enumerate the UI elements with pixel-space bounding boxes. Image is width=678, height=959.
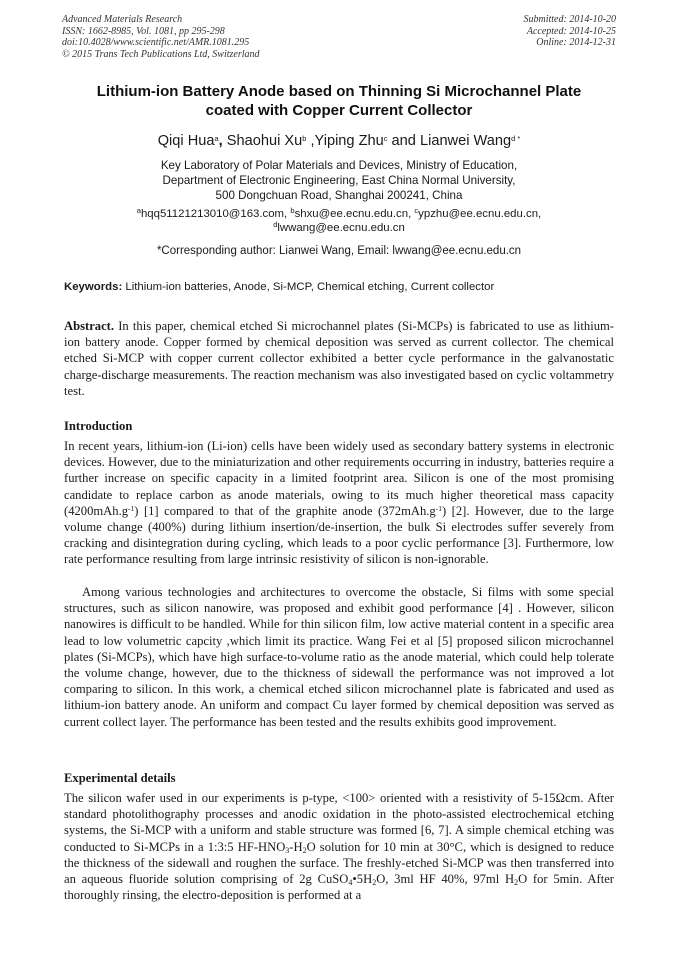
- superscript: -1: [128, 503, 135, 513]
- email-marker: b: [290, 206, 295, 215]
- paragraph-text: O, 3ml HF 40%, 97ml H: [376, 872, 515, 887]
- email-link[interactable]: lwwang@ee.ecnu.edu.cn: [277, 222, 405, 234]
- paragraph-text: In recent years, lithium-ion (Li-ion) cells have been widely used as secondary battery systems in electronic devices. However, due to the miniaturization and other requirements occurring in industry, batteries require a further increase on specific capacity in a limited footprint area. Silicon is one of the most promising candidate to replace carbon as anode materials, owing to its much higher theoretical mass capacity (4200mAh.g: [64, 439, 614, 518]
- email-marker: a: [136, 206, 141, 215]
- title-line-1: Lithium-ion Battery Anode based on Thinning Si Microchannel Plate: [96, 83, 582, 100]
- paragraph-text: The silicon wafer used in our experiments is p-type, <100> oriented with a resistivity of 5-15Ωcm. After standard photolithography processes and anodic oxidation in the photo-assisted electrochemical etching systems, the Si-MCP with a uniform and stable structure was formed [6, 7]. A simple chemical etching was conducted to Si-MCPs in a 1:3:5 HF-HNO: [64, 791, 614, 854]
- superscript: -1: [435, 503, 442, 513]
- paragraph-text: O solution for 10 min at 30°C, which is designed to reduce the thickness of the sidewall and roughen the surface. The freshly-etched Si-MCP was then transferred into an aqueous fluoride solution comprising of 2g CuSO: [64, 839, 614, 887]
- journal-name: Advanced Materials Research: [62, 14, 183, 25]
- email-marker: d: [273, 220, 278, 229]
- corresponding-author: *Corresponding author: Lianwei Wang, Email: lwwang@ee.ecnu.edu.cn: [156, 245, 522, 257]
- email-link[interactable]: hqq51121213010@163.com,: [140, 208, 291, 220]
- copyright-line: © 2015 Trans Tech Publications Ltd, Switzerland: [62, 48, 260, 60]
- keywords: [64, 281, 624, 293]
- author-separator: and: [387, 133, 420, 149]
- submitted-date: Submitted: 2014-10-20: [523, 14, 616, 25]
- paragraph-text: •5H: [352, 872, 373, 887]
- online-date: Online: 2014-12-31: [536, 37, 616, 49]
- author-affil-marker: b: [302, 134, 307, 143]
- author-name: Lianwei Wang: [419, 133, 512, 149]
- abstract: [64, 318, 614, 399]
- publication-dates: [524, 14, 617, 49]
- author-affil-marker: a: [214, 134, 219, 143]
- affiliation-line-1: Key Laboratory of Polar Materials and Devices, Ministry of Education,: [160, 159, 518, 172]
- author-affil-marker: c: [383, 134, 388, 143]
- abstract-text: In this paper, chemical etched Si microchannel plates (Si-MCPs) is fabricated to use as lithium-ion battery anode. Copper formed by chemical deposition was served as current collector. The chemical etched Si-MCP with copper current collector exhibited a better cycle performance in the galvanostatic charge-discharge measurements. The reaction mechanism was also investigated based on cyclic voltammetry test.: [64, 319, 614, 398]
- title-line-2: coated with Copper Current Collector: [205, 102, 473, 119]
- author-name: Qiqi Hua: [157, 133, 215, 149]
- journal-info: [62, 14, 260, 60]
- section-heading: Introduction: [64, 419, 133, 433]
- email-link[interactable]: shxu@ee.ecnu.edu.cn,: [294, 208, 415, 220]
- section-heading: Experimental details: [64, 771, 176, 785]
- author-emails: [0, 207, 678, 235]
- affiliation: [0, 158, 678, 203]
- author-name: Yiping Zhu: [314, 133, 384, 149]
- intro-paragraph-1: [64, 438, 614, 568]
- subscript: 2: [302, 845, 307, 855]
- author-name: Shaohui Xu: [226, 133, 303, 149]
- issn-line: ISSN: 1662-8985, Vol. 1081, pp 295-298: [62, 25, 225, 37]
- abstract-label: Abstract.: [64, 319, 115, 333]
- experimental-paragraph: [64, 790, 614, 903]
- paragraph-text: ) [1] compared to that of the graphite anode (372mAh.g: [134, 503, 436, 518]
- intro-paragraph-2: Among various technologies and architectures to overcome the obstacle, Si films with some special structures, such as silicon nanowire, was proposed and exhibit good performance [4] . However, silicon nanowires is difficult to be handled. While for thin silicon film, low active material content in a specific area lead to low volumetric capcity ,which limit its practice. Wang Fei et al [5] proposed silicon microchannel plates (Si-MCPs), which have high surface-to-volume ratio as the anode material, which could help tolerate the volume change, however, due to the thickness of sidewall the performance was not improved a lot comparing to silicon. In this work, a chemical etched silicon microchannel plate is fabricated and used as lithium-ion battery anode. An uniform and compact Cu layer formed by chemical deposition was served as current collect layer. The performance has been tested and the results exhibits good improvement.: [64, 585, 614, 729]
- paragraph-text: -H: [289, 839, 303, 854]
- author-affil-marker: d *: [511, 134, 521, 143]
- email-link[interactable]: ypzhu@ee.ecnu.edu.cn,: [418, 208, 542, 220]
- author-separator: ,: [218, 133, 227, 149]
- paper-title: [60, 82, 618, 120]
- email-marker: c: [414, 206, 419, 215]
- keywords-label: Keywords:: [64, 281, 123, 293]
- keywords-text: Lithium-ion batteries, Anode, Si-MCP, Chemical etching, Current collector: [122, 281, 495, 293]
- affiliation-line-2: Department of Electronic Engineering, East China Normal University,: [162, 174, 516, 187]
- paragraph-text: ) [2]. However, due to the large volume change (400%) during lithium insertion/de-insertion, the bulk Si electrodes suffer severely from cracking and disintegration during cycling, which leads to a poor cyclic performance [3]. Furthermore, low rate performance resulting from large intrinsic resistivity of silicon is non-ignorable.: [64, 503, 614, 567]
- author-separator: ,: [306, 133, 315, 149]
- doi-link[interactable]: doi:10.4028/www.scientific.net/AMR.1081.295: [62, 37, 250, 49]
- affiliation-line-3: 500 Dongchuan Road, Shanghai 200241, China: [215, 189, 463, 202]
- author-list: [0, 133, 678, 149]
- paragraph-text: O for 5min. After thoroughly rinsing, the electro-deposition is performed at a: [64, 872, 614, 903]
- subscript: 4: [348, 878, 353, 888]
- subscript: 2: [514, 878, 519, 888]
- subscript: 2: [372, 878, 377, 888]
- subscript: 3: [285, 845, 290, 855]
- accepted-date: Accepted: 2014-10-25: [526, 25, 616, 37]
